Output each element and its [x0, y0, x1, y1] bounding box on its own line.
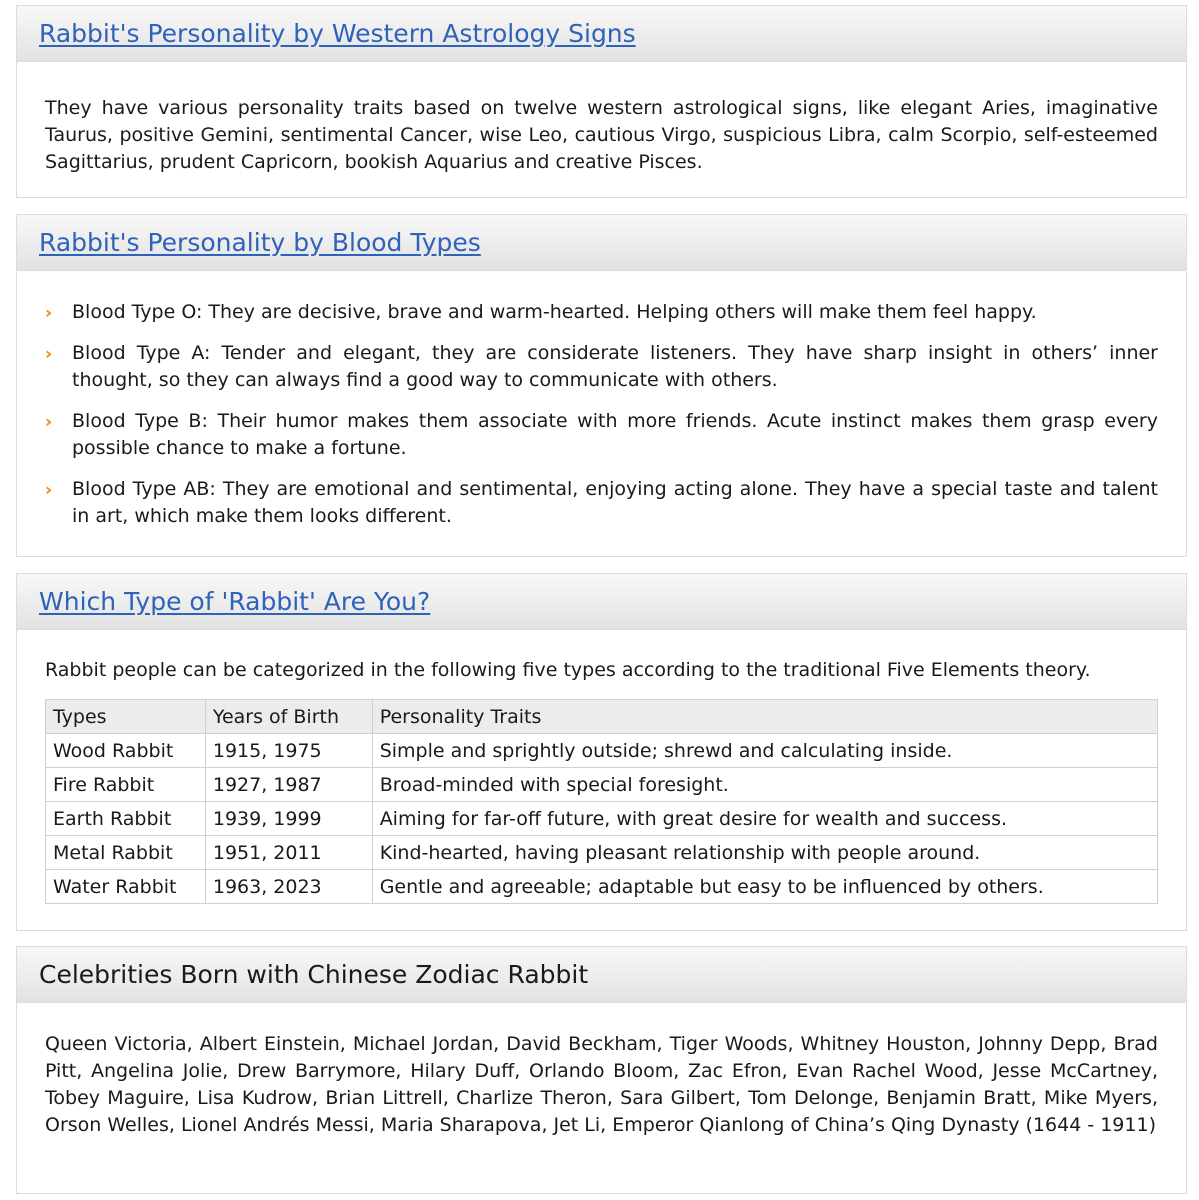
astrology-section: [16, 5, 1187, 198]
blood-types-header: [17, 215, 1186, 271]
rabbit-types-body: [17, 630, 1186, 684]
blood-type-item: [45, 476, 1158, 530]
table-row: [46, 870, 1158, 904]
rabbit-types-table-wrap: [17, 699, 1186, 904]
blood-type-text: Blood Type A: Tender and elegant, they are considerate listeners. They have sharp insight in others’ inner thought, so they can always find a good way to communicate with others.: [72, 342, 1158, 391]
blood-type-text: Blood Type AB: They are emotional and sentimental, enjoying acting alone. They have a special taste and talent in art, which make them looks different.: [72, 478, 1158, 527]
column-header: Types: [46, 700, 206, 734]
blood-type-text: Blood Type O: They are decisive, brave and warm-hearted. Helping others will make them feel happy.: [72, 301, 1037, 323]
blood-types-title-link[interactable]: Rabbit's Personality by Blood Types: [39, 227, 481, 257]
astrology-text: They have various personality traits based on twelve western astrological signs, like elegant Aries, imaginative Taurus, positive Gemini, sentimental Cancer, wise Leo, cautious Virgo, suspicious Libra, calm Scorpio, self-esteemed Sagittarius, prudent Capricorn, bookish Aquarius and creative Pisces.: [45, 97, 1158, 173]
double-chevron-right-icon: ››: [45, 344, 47, 363]
traits-cell: Gentle and agreeable; adaptable but easy to be influenced by others.: [372, 870, 1157, 904]
years-cell: 1927, 1987: [205, 768, 372, 802]
years-cell: 1963, 2023: [205, 870, 372, 904]
table-row: [46, 836, 1158, 870]
blood-type-item: [45, 299, 1158, 326]
table-row: [46, 734, 1158, 768]
double-chevron-right-icon: ››: [45, 412, 47, 431]
celebrities-section: [16, 946, 1187, 1194]
celebrities-text: Queen Victoria, Albert Einstein, Michael Jordan, David Beckham, Tiger Woods, Whitney Houston, Johnny Depp, Brad Pitt, Angelina Jolie, Drew Barrymore, Hilary Duff, Orlando Bloom, Zac Efron, Evan Rachel Wood, Jesse McCartney, Tobey Maguire, Lisa Kudrow, Brian Littrell, Charlize Theron, Sara Gilbert, Tom Delonge, Benjamin Bratt, Mike Myers, Orson Welles, Lionel Andrés Messi, Maria Sharapova, Jet Li, Emperor Qianlong of China’s Qing Dynasty (1644 - 1911): [45, 1033, 1158, 1136]
type-cell: Earth Rabbit: [46, 802, 206, 836]
column-header: Personality Traits: [372, 700, 1157, 734]
blood-types-body: [17, 271, 1186, 530]
years-cell: 1939, 1999: [205, 802, 372, 836]
traits-cell: Broad-minded with special foresight.: [372, 768, 1157, 802]
traits-cell: Kind-hearted, having pleasant relationship with people around.: [372, 836, 1157, 870]
double-chevron-right-icon: ››: [45, 303, 47, 322]
blood-type-text: Blood Type B: Their humor makes them associate with more friends. Acute instinct makes them grasp every possible chance to make a fortune.: [72, 410, 1158, 459]
rabbit-types-section: [16, 573, 1187, 931]
astrology-body: [17, 62, 1186, 176]
traits-cell: Simple and sprightly outside; shrewd and calculating inside.: [372, 734, 1157, 768]
rabbit-types-title-link[interactable]: Which Type of 'Rabbit' Are You?: [39, 586, 431, 616]
type-cell: Metal Rabbit: [46, 836, 206, 870]
astrology-title-link[interactable]: Rabbit's Personality by Western Astrology Signs: [39, 18, 636, 48]
celebrities-header: [17, 947, 1186, 1003]
celebrities-body: [17, 1003, 1186, 1139]
type-cell: Water Rabbit: [46, 870, 206, 904]
rabbit-types-header: [17, 574, 1186, 630]
blood-type-item: [45, 408, 1158, 462]
rabbit-types-table: [45, 699, 1158, 904]
years-cell: 1951, 2011: [205, 836, 372, 870]
type-cell: Wood Rabbit: [46, 734, 206, 768]
traits-cell: Aiming for far-off future, with great desire for wealth and success.: [372, 802, 1157, 836]
table-header-row: [46, 700, 1158, 734]
table-row: [46, 768, 1158, 802]
blood-types-section: [16, 214, 1187, 557]
rabbit-types-intro: Rabbit people can be categorized in the following five types according to the traditional Five Elements theory.: [45, 659, 1091, 681]
celebrities-title: Celebrities Born with Chinese Zodiac Rabbit: [39, 959, 589, 989]
double-chevron-right-icon: ››: [45, 480, 47, 499]
type-cell: Fire Rabbit: [46, 768, 206, 802]
column-header: Years of Birth: [205, 700, 372, 734]
blood-type-item: [45, 340, 1158, 394]
years-cell: 1915, 1975: [205, 734, 372, 768]
astrology-header: [17, 6, 1186, 62]
table-row: [46, 802, 1158, 836]
